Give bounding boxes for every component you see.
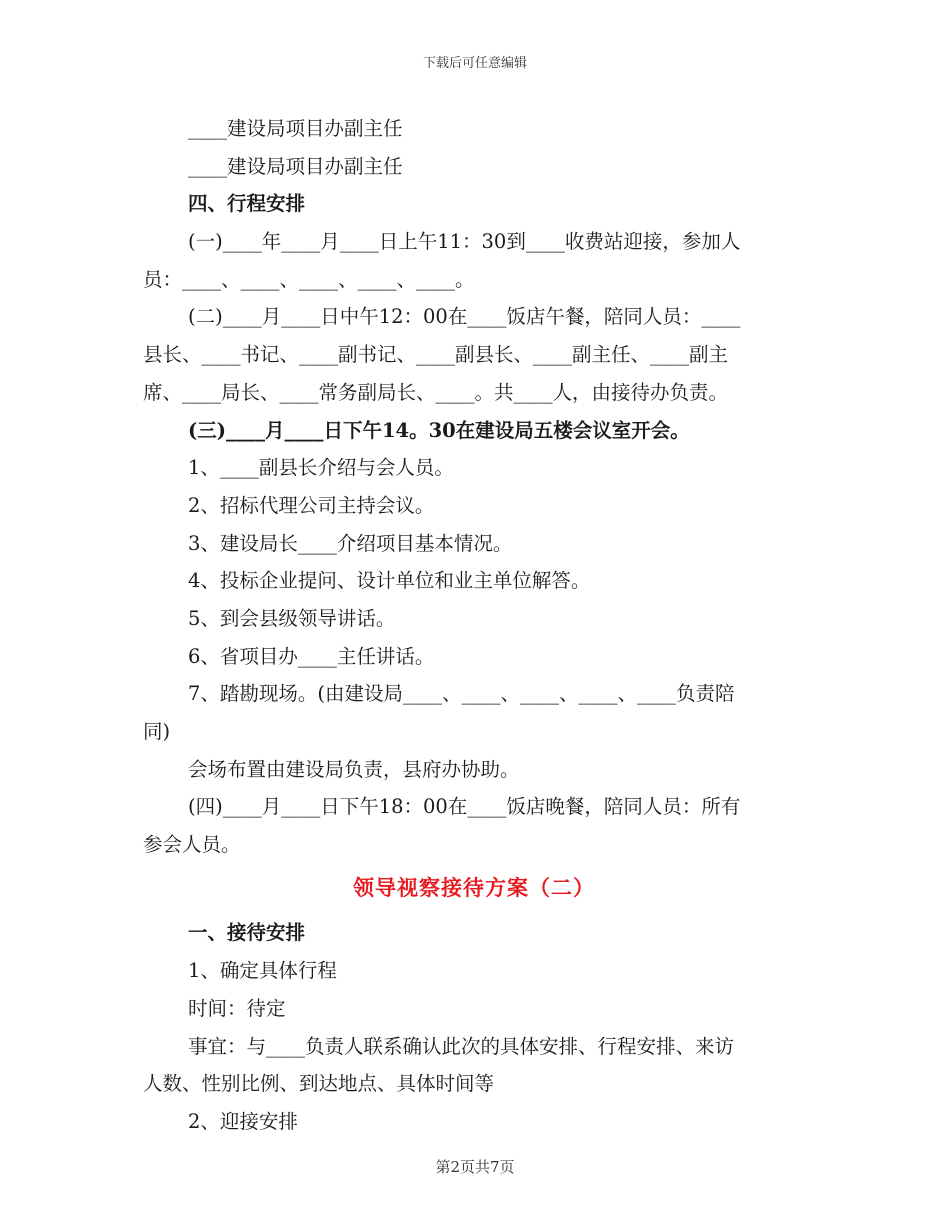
text-line: 人数、性别比例、到达地点、具体时间等 — [143, 1072, 495, 1096]
text-line: (二)____月____日中午12：00在____饭店午餐，陪同人员：____ — [188, 305, 741, 329]
text-line: 时间：待定 — [188, 996, 286, 1020]
text-line: 会场布置由建设局负责，县府办协助。 — [188, 757, 520, 781]
text-line: (一)____年____月____日上午11：30到____收费站迎接，参加人 — [188, 230, 741, 254]
section-heading: 四、行程安排 — [188, 192, 306, 216]
text-line: ____建设局项目办副主任 — [188, 117, 403, 140]
list-item: 6、省项目办____主任讲话。 — [188, 644, 435, 668]
text-line: (四)____月____日下午18：00在____饭店晚餐，陪同人员：所有 — [188, 795, 741, 819]
text-line: 席、____局长、____常务副局长、____。共____人，由接待办负责。 — [143, 380, 729, 404]
text-line: 员：____、____、____、____、____。 — [143, 267, 475, 291]
document-body — [143, 110, 805, 1141]
bold-line: (三)____月____日下午14。30在建设局五楼会议室开会。 — [188, 418, 690, 442]
text-line: 同) — [143, 720, 171, 743]
text-line: ____建设局项目办副主任 — [188, 154, 403, 178]
text-line: 参会人员。 — [143, 833, 241, 857]
list-item: 3、建设局长____介绍项目基本情况。 — [188, 531, 513, 555]
section-title: 领导视察接待方案（二） — [353, 874, 595, 900]
list-item: 7、踏勘现场。(由建设局____、____、____、____、____负责陪 — [188, 682, 735, 706]
list-item: 2、招标代理公司主持会议。 — [188, 493, 435, 517]
page-header: 下载后可任意编辑 — [422, 56, 527, 71]
list-item: 5、到会县级领导讲话。 — [188, 606, 396, 630]
text-line: 事宜：与____负责人联系确认此次的具体安排、行程安排、来访 — [188, 1034, 735, 1058]
section-heading: 一、接待安排 — [188, 921, 306, 945]
list-item: 1、____副县长介绍与会人员。 — [188, 456, 454, 480]
page-footer: 第2页共7页 — [435, 1158, 515, 1176]
list-item: 1、确定具体行程 — [188, 959, 337, 983]
list-item: 4、投标企业提问、设计单位和业主单位解答。 — [188, 569, 591, 593]
list-item: 2、迎接安排 — [188, 1109, 298, 1133]
text-line: 县长、____书记、____副书记、____副县长、____副主任、____副主 — [143, 343, 729, 367]
